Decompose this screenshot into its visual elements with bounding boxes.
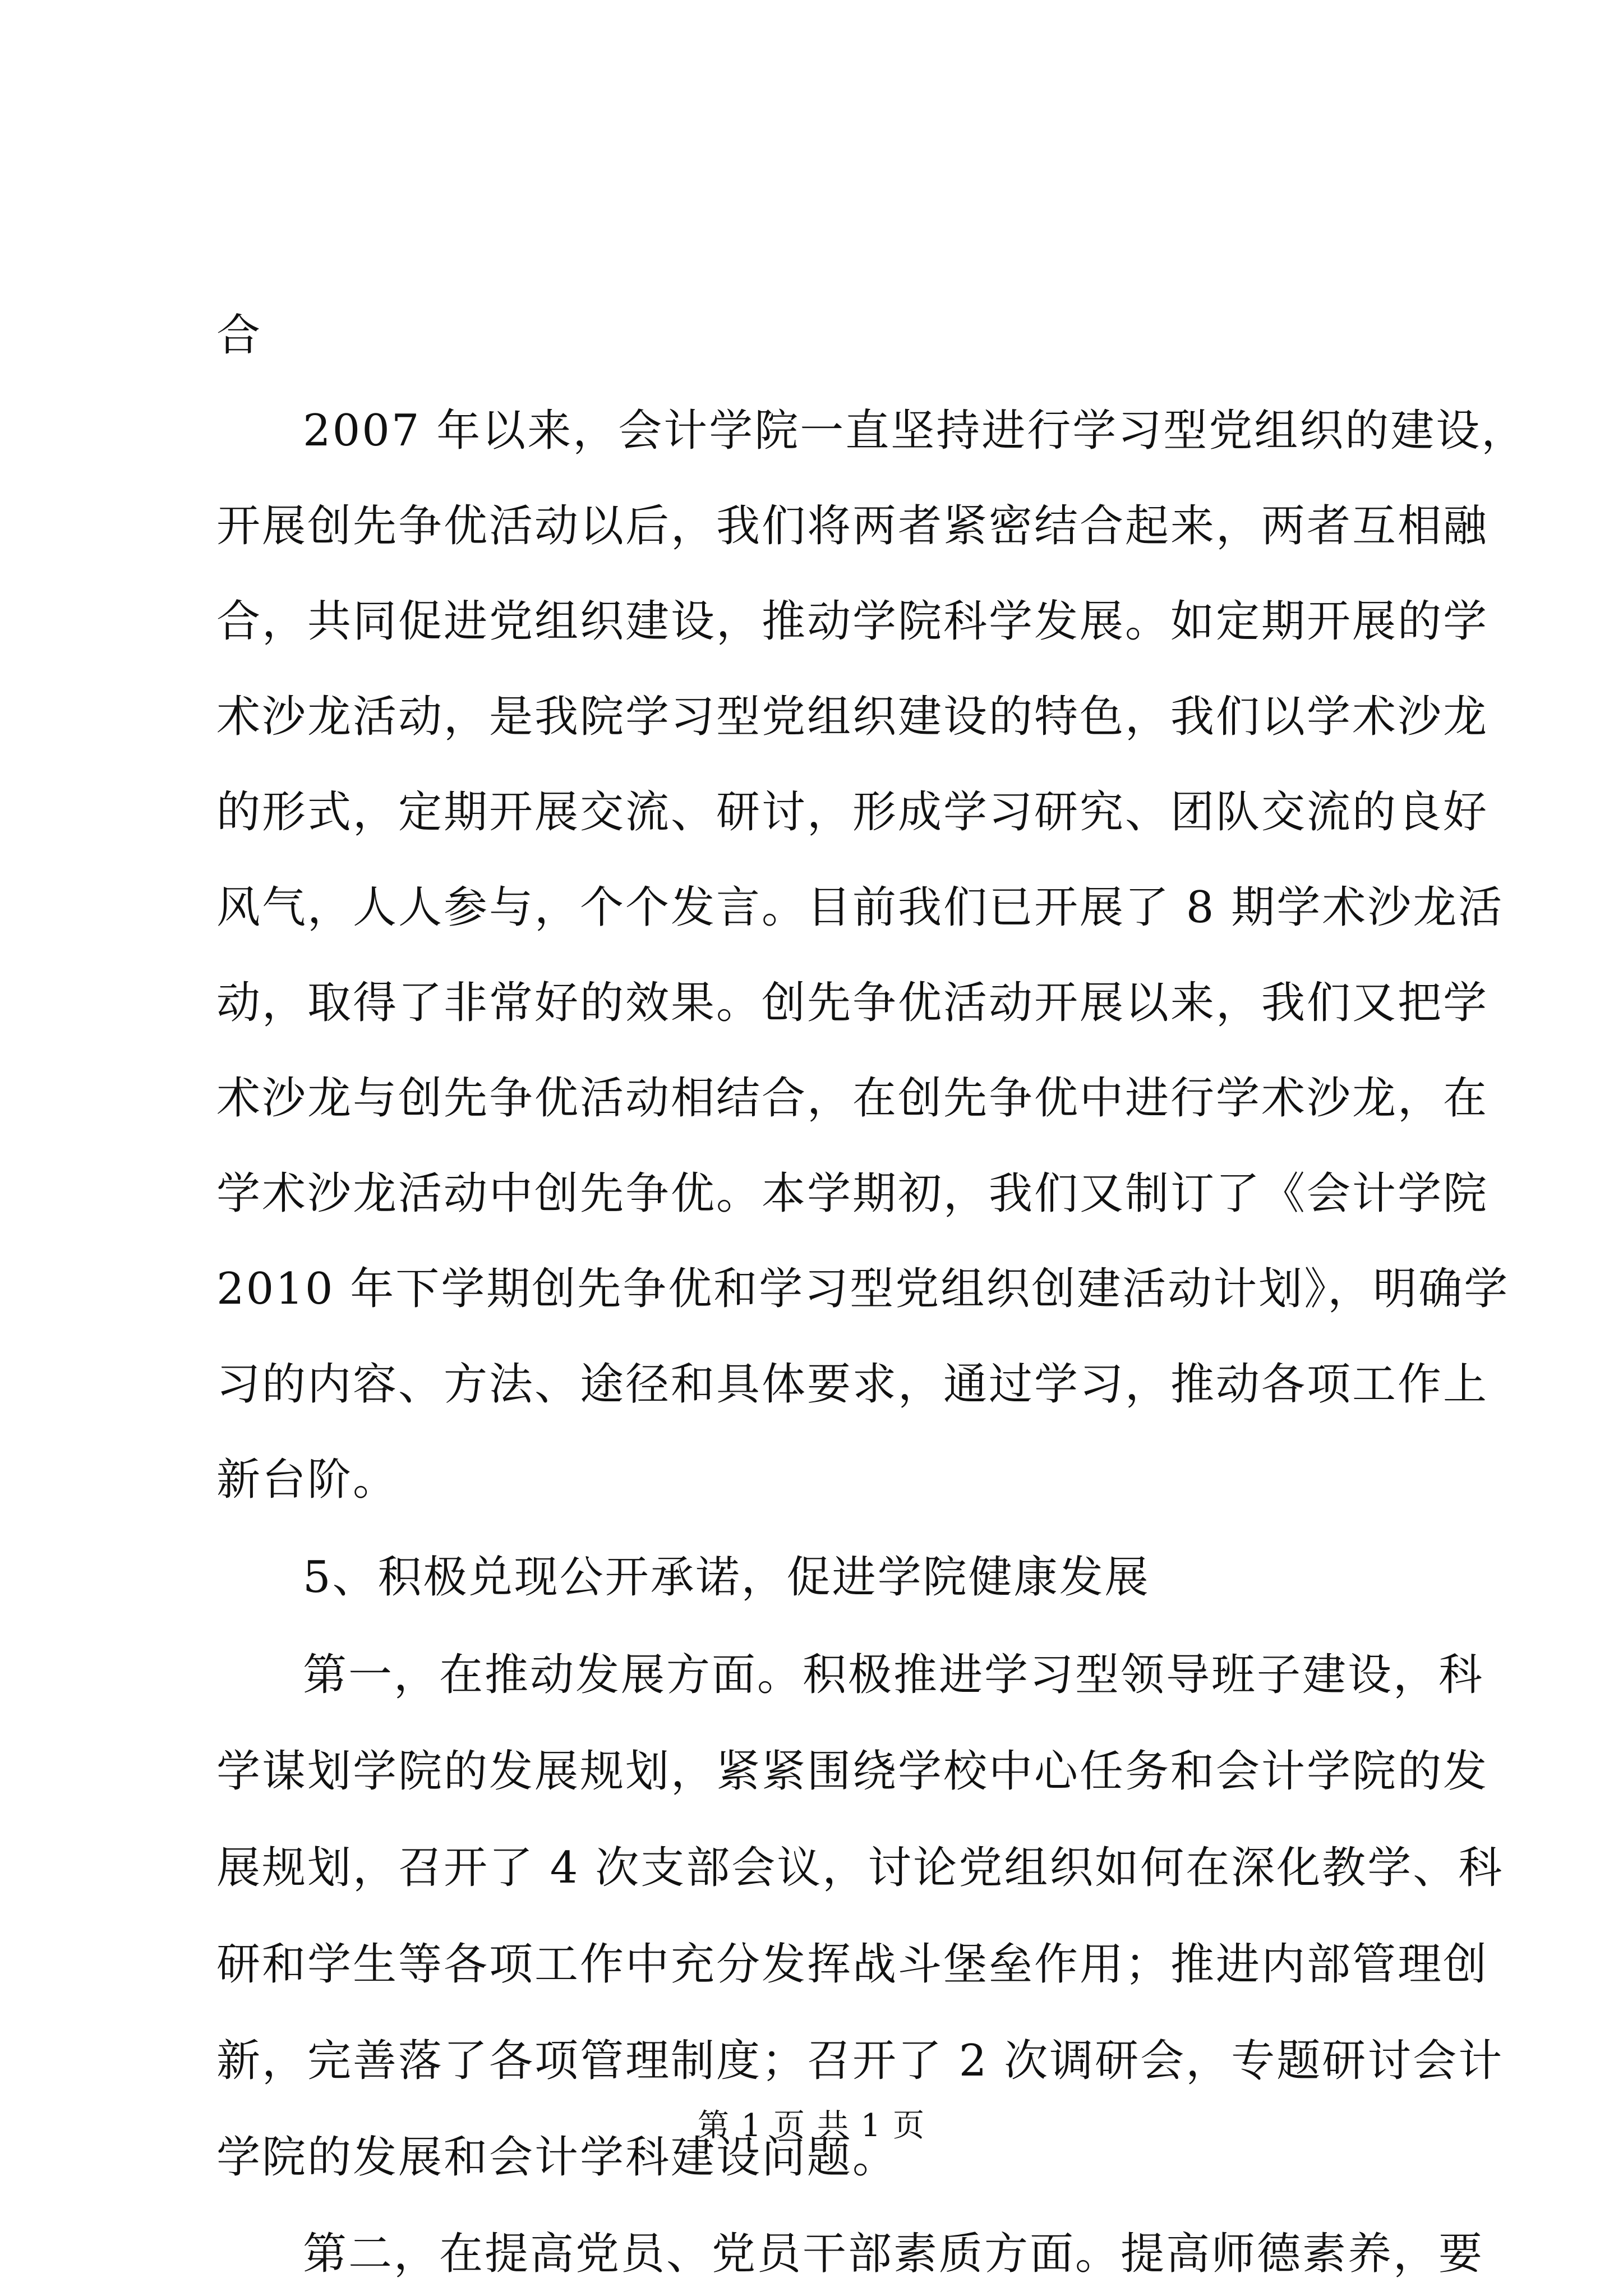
text-line: 研和学生等各项工作中充分发挥战斗堡垒作用；推进内部管理创 — [216, 1939, 1489, 1990]
text-line: 合，共同促进党组织建设，推动学院科学发展。如定期开展的学 — [216, 596, 1489, 647]
text-line: 2010 年下学期创先争优和学习型党组织创建活动计划》，明确学 — [216, 1264, 1510, 1314]
text-line: 学谋划学院的发展规划，紧紧围绕学校中心任务和会计学院的发 — [216, 1746, 1489, 1797]
text-line: 展规划，召开了 4 次支部会议，讨论党组织如何在深化教学、科 — [216, 1843, 1504, 1893]
text-line: 习的内容、方法、途径和具体要求，通过学习，推动各项工作上 — [216, 1359, 1489, 1410]
text-line: 术沙龙活动，是我院学习型党组织建设的特色，我们以学术沙龙 — [216, 692, 1489, 742]
text-line: 合 — [216, 310, 262, 361]
text-line: 新台阶。 — [216, 1455, 399, 1505]
text-line: 学院的发展和会计学科建设问题。 — [216, 2132, 898, 2183]
text-line: 的形式，定期开展交流、研讨，形成学习研究、团队交流的良好 — [216, 787, 1489, 838]
paragraph-start-line: 第二，在提高党员、党员干部素质方面。提高师德素养，要 — [303, 2229, 1484, 2279]
text-line: 动，取得了非常好的效果。创先争优活动开展以来，我们又把学 — [216, 978, 1489, 1028]
text-line: 学术沙龙活动中创先争优。本学期初，我们又制订了《会计学院 — [216, 1168, 1489, 1219]
text-line: 开展创先争优活动以后，我们将两者紧密结合起来，两者互相融 — [216, 501, 1489, 551]
page-footer: 第 1 页 共 1 页 — [697, 2108, 926, 2144]
text-line: 术沙龙与创先争优活动相结合，在创先争优中进行学术沙龙，在 — [216, 1073, 1489, 1124]
text-line: 新，完善落了各项管理制度；召开了 2 次调研会，专题研讨会计 — [216, 2036, 1504, 2086]
text-line: 风气，人人参与，个个发言。目前我们已开展了 8 期学术沙龙活 — [216, 882, 1504, 933]
paragraph-start-line: 2007 年以来，会计学院一直坚持进行学习型党组织的建设， — [303, 406, 1527, 456]
section-heading: 5、积极兑现公开承诺，促进学院健康发展 — [303, 1552, 1150, 1603]
paragraph-start-line: 第一，在推动发展方面。积极推进学习型领导班子建设，科 — [303, 1650, 1484, 1700]
